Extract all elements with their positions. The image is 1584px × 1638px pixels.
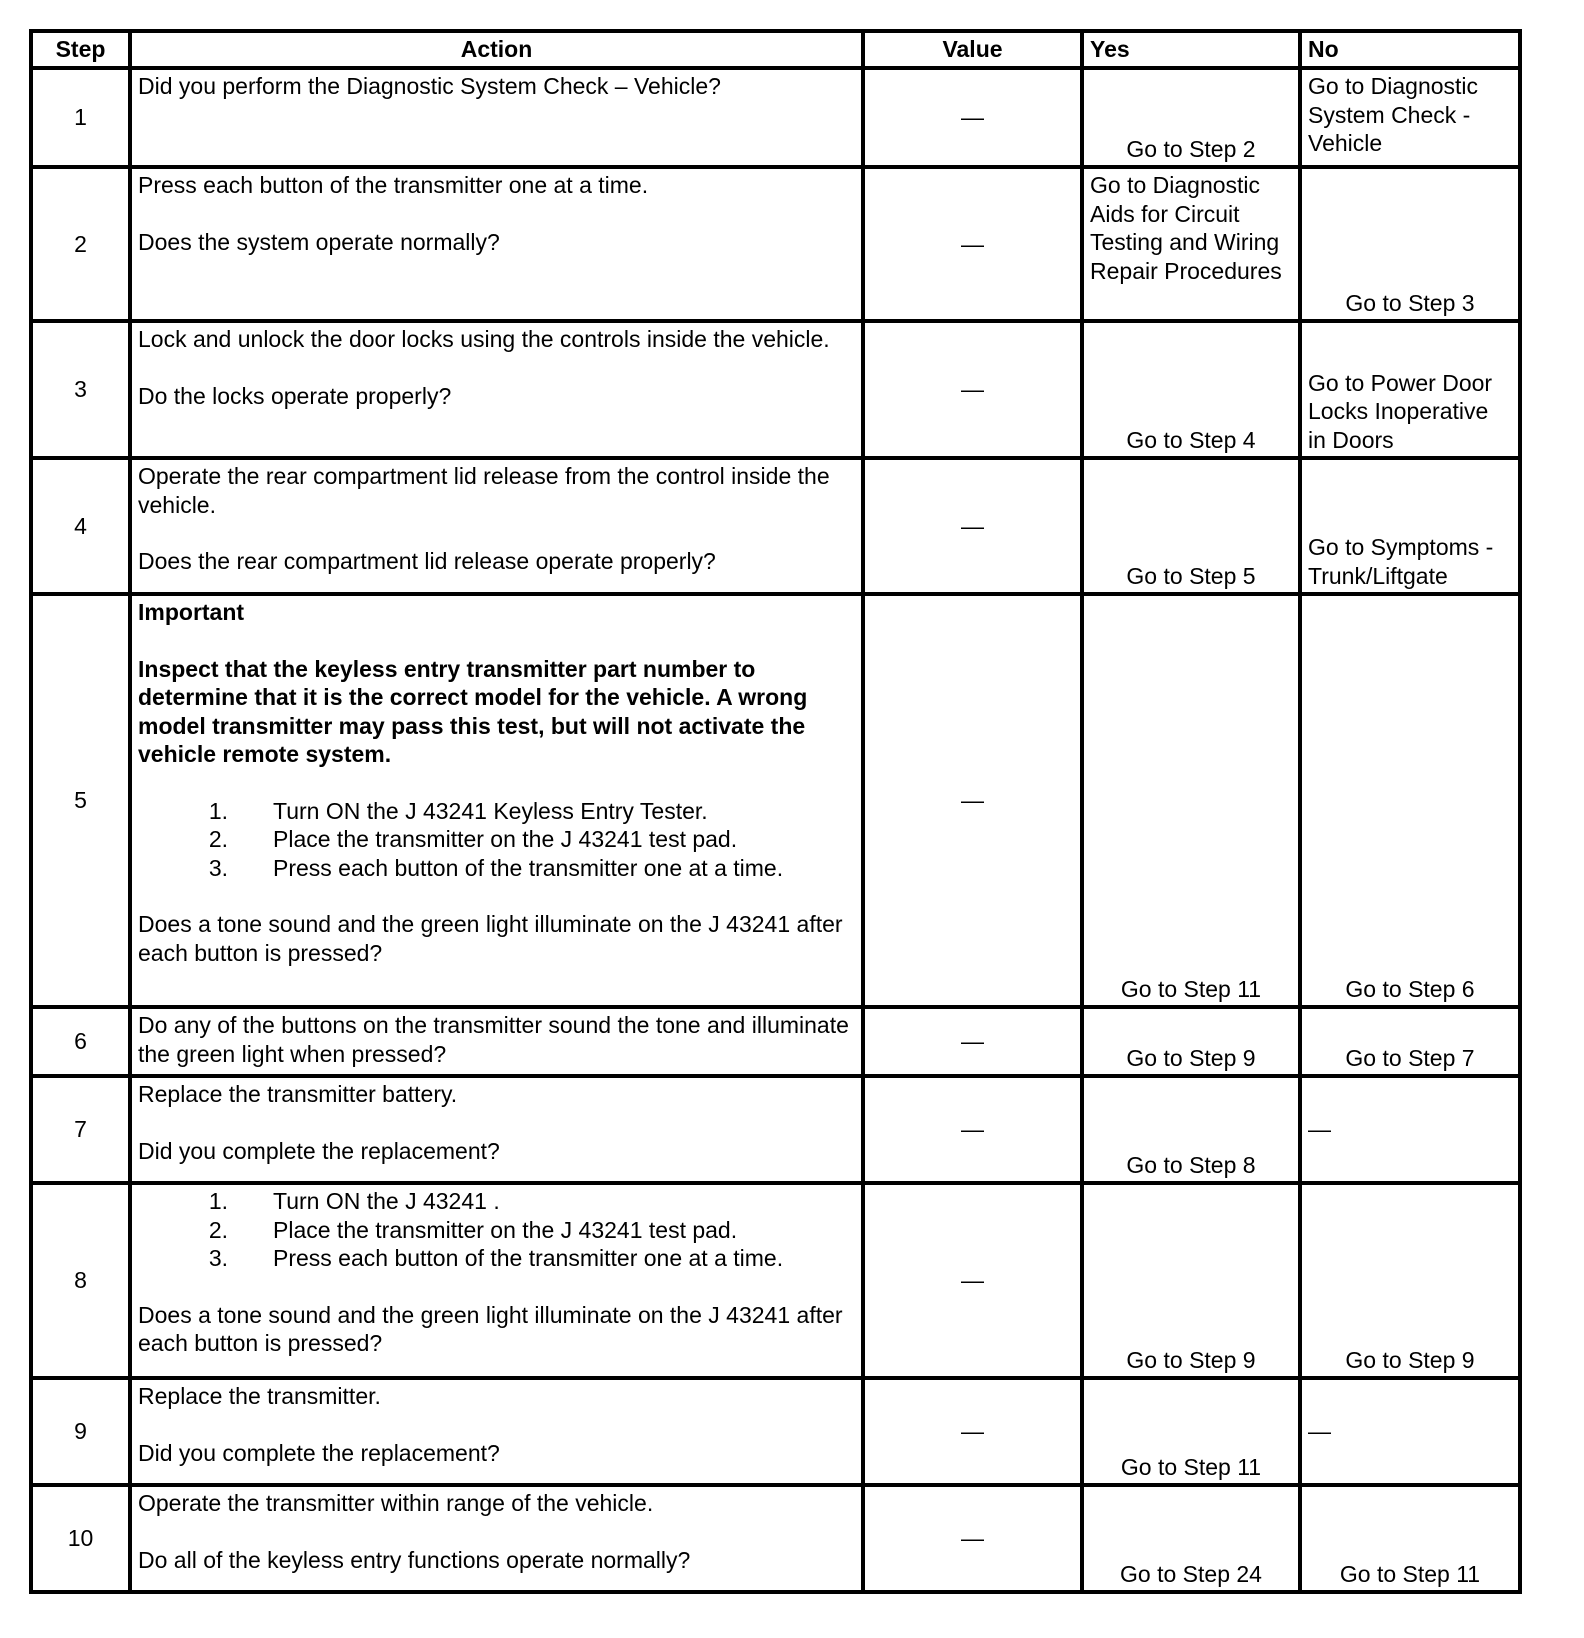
yes-cell: Go to Step 24 (1082, 1485, 1300, 1592)
table-row (31, 1183, 1520, 1378)
value-cell: — (863, 1485, 1082, 1592)
no-cell: Go to Step 3 (1300, 167, 1520, 321)
step-number: 7 (31, 1076, 130, 1183)
header-step: Step (31, 31, 130, 68)
important-text: Important (138, 599, 245, 625)
action-text: Does a tone sound and the green light illuminate on the J 43241 after each button is pressed? (138, 1301, 843, 1356)
action-text: Do any of the buttons on the transmitter sound the tone and illuminate the green light when pressed? (138, 1012, 849, 1067)
list-text: Press each button of the transmitter one at a time. (273, 1245, 784, 1271)
spacer (138, 627, 855, 655)
action-text: Did you complete the replacement? (138, 1137, 500, 1164)
spacer (138, 1273, 855, 1301)
table-row (31, 321, 1520, 458)
list-number: 2. (208, 826, 228, 852)
action-cell (130, 68, 863, 167)
value-cell: — (863, 594, 1082, 1007)
action-text: Replace the transmitter. (138, 1383, 381, 1409)
yes-cell: Go to Step 8 (1082, 1076, 1300, 1183)
no-cell: Go to Step 6 (1300, 594, 1520, 1007)
action-cell (130, 167, 863, 321)
value-cell: — (863, 68, 1082, 167)
no-cell: — (1300, 1378, 1520, 1485)
action-cell (130, 1485, 863, 1592)
spacer (138, 769, 855, 797)
action-cell (130, 1378, 863, 1485)
list-text: Place the transmitter on the J 43241 test pad. (273, 1216, 738, 1243)
value-cell: — (863, 1007, 1082, 1076)
action-text: Does the rear compartment lid release operate properly? (138, 548, 716, 574)
table-row (31, 68, 1520, 167)
yes-cell: Go to Step 9 (1082, 1183, 1300, 1378)
value-cell: — (863, 1076, 1082, 1183)
action-cell (130, 321, 863, 458)
header-yes: Yes (1082, 31, 1300, 68)
value-cell: — (863, 321, 1082, 458)
list-number: 1. (208, 1188, 228, 1214)
table-row (31, 594, 1520, 1007)
table-row (31, 1076, 1520, 1183)
yes-cell: Go to Step 11 (1082, 1378, 1300, 1485)
no-cell: — (1300, 1076, 1520, 1183)
yes-cell: Go to Step 2 (1082, 68, 1300, 167)
spacer (138, 1109, 855, 1137)
action-text: Operate the rear compartment lid release from the control inside the vehicle. (138, 463, 830, 518)
no-cell: Go to Diagnostic System Check - Vehicle (1300, 68, 1520, 167)
list-text: Press each button of the transmitter one at a time. (273, 854, 784, 881)
action-text: Lock and unlock the door locks using the controls inside the vehicle. (138, 326, 830, 352)
action-cell (130, 458, 863, 594)
action-cell (130, 1076, 863, 1183)
step-number: 9 (31, 1378, 130, 1485)
action-cell (130, 594, 863, 1007)
list-item (138, 797, 855, 826)
step-number: 10 (31, 1485, 130, 1592)
step-number: 6 (31, 1007, 130, 1076)
list-item (138, 854, 855, 883)
step-number: 5 (31, 594, 130, 1007)
header-action: Action (130, 31, 863, 68)
spacer (138, 354, 855, 382)
list-item (138, 1244, 855, 1273)
yes-cell: Go to Step 4 (1082, 321, 1300, 458)
step-number: 1 (31, 68, 130, 167)
value-cell: — (863, 167, 1082, 321)
spacer (138, 882, 855, 910)
diagnostic-table (29, 29, 1522, 1594)
list-number: 3. (208, 854, 228, 881)
table-row (31, 167, 1520, 321)
yes-cell: Go to Diagnostic Aids for Circuit Testing and Wiring Repair Procedures (1082, 167, 1300, 321)
action-text: Replace the transmitter battery. (138, 1081, 458, 1107)
list-item (138, 1216, 855, 1245)
list-number: 3. (208, 1245, 228, 1271)
action-text: Did you complete the replacement? (138, 1439, 500, 1466)
list-text: Place the transmitter on the J 43241 test pad. (273, 826, 738, 852)
no-cell: Go to Step 7 (1300, 1007, 1520, 1076)
no-cell: Go to Step 11 (1300, 1485, 1520, 1592)
no-cell: Go to Symptoms - Trunk/Liftgate (1300, 458, 1520, 594)
list-number: 1. (208, 797, 228, 824)
yes-cell: Go to Step 11 (1082, 594, 1300, 1007)
action-text: Do all of the keyless entry functions operate normally? (138, 1546, 691, 1573)
list-text: Turn ON the J 43241 . (273, 1188, 500, 1214)
table-row (31, 1485, 1520, 1592)
action-cell (130, 1183, 863, 1378)
list-item (138, 825, 855, 854)
table-row (31, 458, 1520, 594)
action-text: Operate the transmitter within range of the vehicle. (138, 1490, 654, 1516)
no-cell: Go to Step 9 (1300, 1183, 1520, 1378)
step-number: 4 (31, 458, 130, 594)
header-value: Value (863, 31, 1082, 68)
step-number: 8 (31, 1183, 130, 1378)
header-row (31, 31, 1520, 68)
table-row (31, 1378, 1520, 1485)
spacer (138, 519, 855, 547)
value-cell: — (863, 1378, 1082, 1485)
important-text: Inspect that the keyless entry transmitter part number to determine that it is the correct model for the vehicle. A wrong model transmitter may pass this test, but will not activate the vehicle remote system. (138, 655, 808, 767)
step-number: 3 (31, 321, 130, 458)
header-no: No (1300, 31, 1520, 68)
no-cell: Go to Power Door Locks Inoperative in Doors (1300, 321, 1520, 458)
table-row (31, 1007, 1520, 1076)
action-text: Does a tone sound and the green light illuminate on the J 43241 after each button is pressed? (138, 911, 843, 966)
action-text: Press each button of the transmitter one at a time. (138, 172, 649, 198)
list-item (138, 1187, 855, 1216)
value-cell: — (863, 1183, 1082, 1378)
yes-cell: Go to Step 9 (1082, 1007, 1300, 1076)
action-text: Do the locks operate properly? (138, 382, 452, 409)
action-text: Does the system operate normally? (138, 228, 500, 255)
yes-cell: Go to Step 5 (1082, 458, 1300, 594)
spacer (138, 200, 855, 228)
action-text: Did you perform the Diagnostic System Check – Vehicle? (138, 73, 721, 99)
step-number: 2 (31, 167, 130, 321)
action-cell (130, 1007, 863, 1076)
value-cell: — (863, 458, 1082, 594)
list-text: Turn ON the J 43241 Keyless Entry Tester. (273, 797, 708, 824)
spacer (138, 1411, 855, 1439)
list-number: 2. (208, 1216, 228, 1243)
spacer (138, 1518, 855, 1546)
